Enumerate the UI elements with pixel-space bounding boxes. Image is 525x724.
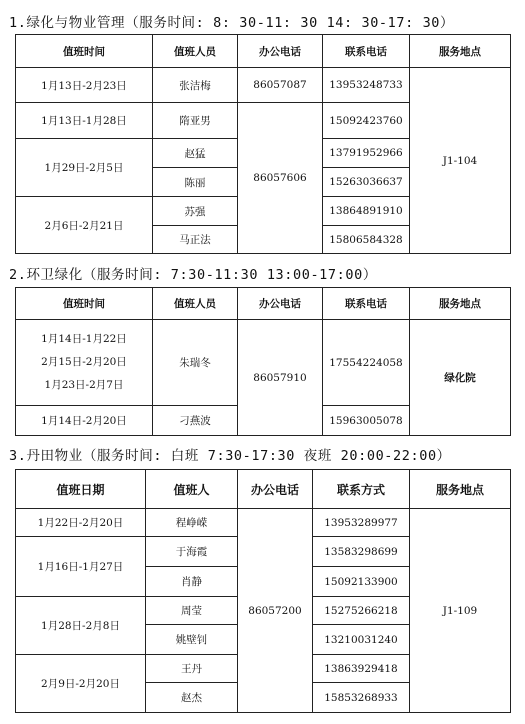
header-office-phone: 办公电话 xyxy=(238,288,323,320)
duty-date: 1月28日-2月8日 xyxy=(16,597,146,655)
duty-person: 苏强 xyxy=(153,197,238,226)
header-office-phone: 办公电话 xyxy=(238,470,313,509)
header-office-phone: 办公电话 xyxy=(238,35,323,68)
section-3-title: 3.丹田物业（服务时间: 白班 7:30-17:30 夜班 20:00-22:00） xyxy=(9,448,451,464)
header-contact-phone: 联系电话 xyxy=(323,35,410,68)
header-duty-date: 值班日期 xyxy=(16,470,146,509)
duty-date: 1月14日-2月20日 xyxy=(16,406,153,436)
contact-phone: 15092423760 xyxy=(323,103,410,139)
duty-date: 2月15日-2月20日 xyxy=(41,356,127,368)
header-duty-person: 值班人员 xyxy=(153,35,238,68)
header-service-location: 服务地点 xyxy=(410,470,511,509)
duty-date: 1月13日-1月28日 xyxy=(16,103,153,139)
contact-phone: 15853268933 xyxy=(313,683,410,713)
header-duty-person: 值班人 xyxy=(146,470,238,509)
contact-phone: 13791952966 xyxy=(323,139,410,168)
duty-date: 1月14日-1月22日 xyxy=(41,333,127,345)
contact-phone: 13210031240 xyxy=(313,625,410,655)
service-location: 绿化院 xyxy=(410,320,511,436)
office-phone: 86057606 xyxy=(238,103,323,254)
header-duty-time: 值班时间 xyxy=(16,35,153,68)
header-duty-person: 值班人员 xyxy=(153,288,238,320)
duty-date: 1月29日-2月5日 xyxy=(16,139,153,197)
duty-person: 王丹 xyxy=(146,655,238,683)
duty-person: 肖静 xyxy=(146,567,238,597)
duty-person: 于海霞 xyxy=(146,537,238,567)
contact-phone: 15806584328 xyxy=(323,226,410,254)
duty-date: 2月9日-2月20日 xyxy=(16,655,146,713)
duty-person: 陈丽 xyxy=(153,168,238,197)
duty-person: 刁燕波 xyxy=(153,406,238,436)
contact-phone: 13863929418 xyxy=(313,655,410,683)
section-1-title: 1.绿化与物业管理（服务时间: 8: 30-11: 30 14: 30-17: 30） xyxy=(9,15,455,31)
contact-phone: 13953289977 xyxy=(313,509,410,537)
duty-person: 程峥嵘 xyxy=(146,509,238,537)
header-service-location: 服务地点 xyxy=(410,288,511,320)
duty-dates xyxy=(16,320,153,406)
duty-person: 周莹 xyxy=(146,597,238,625)
duty-date: 1月13日-2月23日 xyxy=(16,68,153,103)
office-phone: 86057910 xyxy=(238,320,323,436)
duty-date: 1月23日-2月7日 xyxy=(44,379,124,391)
header-duty-time: 值班时间 xyxy=(16,288,153,320)
contact-phone: 15263036637 xyxy=(323,168,410,197)
section-1-table xyxy=(15,34,511,254)
duty-person: 张洁梅 xyxy=(153,68,238,103)
contact-phone: 15275266218 xyxy=(313,597,410,625)
duty-date: 1月22日-2月20日 xyxy=(16,509,146,537)
duty-person: 赵杰 xyxy=(146,683,238,713)
duty-date: 2月6日-2月21日 xyxy=(16,197,153,254)
contact-phone: 13864891910 xyxy=(323,197,410,226)
service-location: J1-104 xyxy=(410,68,511,254)
header-contact-phone: 联系电话 xyxy=(323,288,410,320)
section-2-title: 2.环卫绿化（服务时间: 7:30-11:30 13:00-17:00） xyxy=(9,267,377,283)
duty-person: 赵猛 xyxy=(153,139,238,168)
service-location: J1-109 xyxy=(410,509,511,713)
duty-date: 1月16日-1月27日 xyxy=(16,537,146,597)
header-service-location: 服务地点 xyxy=(410,35,511,68)
contact-phone: 15092133900 xyxy=(313,567,410,597)
office-phone: 86057200 xyxy=(238,509,313,713)
contact-phone: 15963005078 xyxy=(323,406,410,436)
duty-person: 朱瑞冬 xyxy=(153,320,238,406)
contact-phone: 13583298699 xyxy=(313,537,410,567)
duty-person: 马正法 xyxy=(153,226,238,254)
section-3-table xyxy=(15,469,511,713)
header-contact: 联系方式 xyxy=(313,470,410,509)
section-2-table xyxy=(15,287,511,436)
duty-person: 隋亚男 xyxy=(153,103,238,139)
duty-person: 姚壁钊 xyxy=(146,625,238,655)
office-phone: 86057087 xyxy=(238,68,323,103)
contact-phone: 17554224058 xyxy=(323,320,410,406)
contact-phone: 13953248733 xyxy=(323,68,410,103)
